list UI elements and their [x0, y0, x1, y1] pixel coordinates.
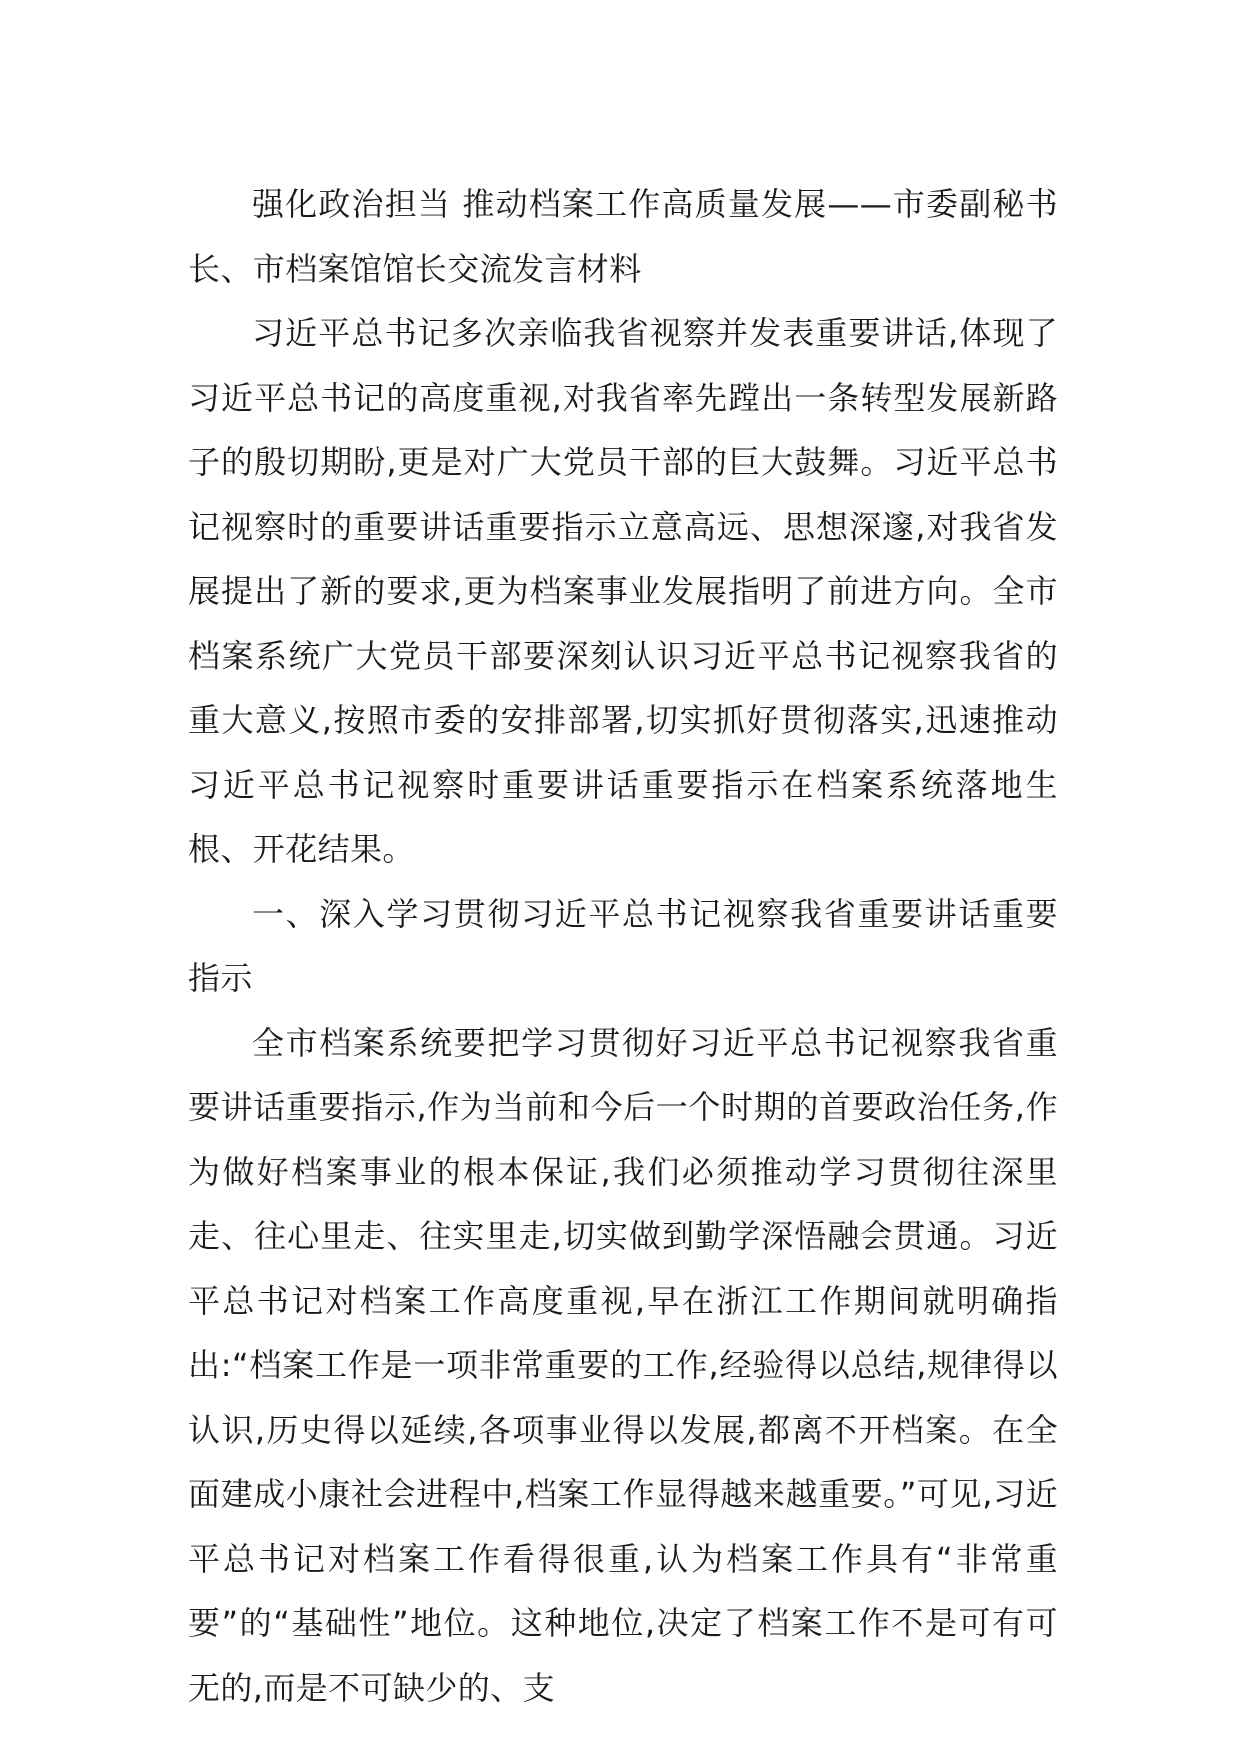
document-page [188, 172, 1058, 1720]
paragraph-body: 全市档案系统要把学习贯彻好习近平总书记视察我省重要讲话重要指示,作为当前和今后一个时期的首要政治任务,作为做好档案事业的根本保证,我们必须推动学习贯彻往深里走、往心里走、往实里走,切实做到勤学深悟融会贯通。习近平总书记对档案工作高度重视,早在浙江工作期间就明确指出:“档案工作是一项非常重要的工作,经验得以总结,规律得以认识,历史得以延续,各项事业得以发展,都离不开档案。在全面建成小康社会进程中,档案工作显得越来越重要。”可见,习近平总书记对档案工作看得很重,认为档案工作具有“非常重要”的“基础性”地位。这种地位,决定了档案工作不是可有可无的,而是不可缺少的、支 [188, 1023, 1058, 1707]
paragraph-intro: 习近平总书记多次亲临我省视察并发表重要讲话,体现了习近平总书记的高度重视,对我省率先蹚出一条转型发展新路子的殷切期盼,更是对广大党员干部的巨大鼓舞。习近平总书记视察时的重要讲话重要指示立意高远、思想深邃,对我省发展提出了新的要求,更为档案事业发展指明了前进方向。全市档案系统广大党员干部要深刻认识习近平总书记视察我省的重大意义,按照市委的安排部署,切实抓好贯彻落实,迅速推动习近平总书记视察时重要讲话重要指示在档案系统落地生根、开花结果。 [188, 314, 1058, 868]
document-title: 强化政治担当 推动档案工作高质量发展——市委副秘书长、市档案馆馆长交流发言材料 [188, 185, 1058, 288]
section-heading-1: 一、深入学习贯彻习近平总书记视察我省重要讲话重要指示 [188, 894, 1058, 997]
